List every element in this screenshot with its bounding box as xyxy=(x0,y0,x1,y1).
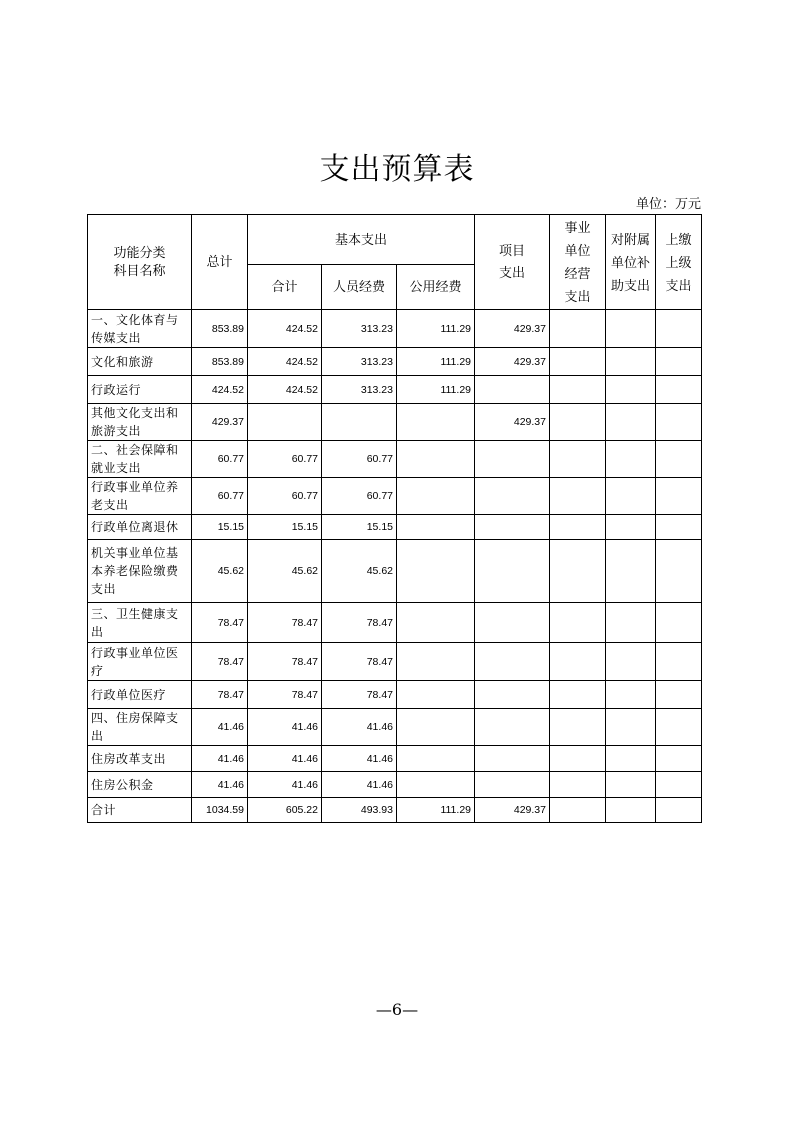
cell-total: 853.89 xyxy=(192,310,248,348)
cell-project xyxy=(475,643,550,681)
cell-remit xyxy=(656,798,702,823)
table-row xyxy=(88,746,702,772)
row-name: 住房改革支出 xyxy=(88,746,192,772)
cell-subsidy xyxy=(606,772,656,798)
row-name: 行政单位医疗 xyxy=(88,681,192,709)
cell-business xyxy=(550,643,606,681)
cell-basic-sum: 15.15 xyxy=(248,515,322,540)
cell-subsidy xyxy=(606,376,656,404)
cell-business xyxy=(550,404,606,441)
cell-personnel: 60.77 xyxy=(322,441,397,478)
cell-subsidy xyxy=(606,404,656,441)
table-row xyxy=(88,643,702,681)
cell-project xyxy=(475,681,550,709)
cell-remit xyxy=(656,404,702,441)
cell-remit xyxy=(656,709,702,746)
row-name: 行政运行 xyxy=(88,376,192,404)
cell-remit xyxy=(656,310,702,348)
cell-personnel: 78.47 xyxy=(322,643,397,681)
header-personnel: 人员经费 xyxy=(322,265,397,310)
cell-total: 60.77 xyxy=(192,441,248,478)
table-row xyxy=(88,681,702,709)
cell-project: 429.37 xyxy=(475,404,550,441)
cell-subsidy xyxy=(606,540,656,603)
cell-subsidy xyxy=(606,798,656,823)
cell-public: 111.29 xyxy=(397,348,475,376)
cell-total: 1034.59 xyxy=(192,798,248,823)
cell-total: 45.62 xyxy=(192,540,248,603)
page-number: —6— xyxy=(375,1000,419,1019)
budget-table xyxy=(87,214,702,823)
cell-public xyxy=(397,540,475,603)
cell-business xyxy=(550,441,606,478)
cell-personnel: 78.47 xyxy=(322,681,397,709)
cell-subsidy xyxy=(606,709,656,746)
cell-public xyxy=(397,603,475,643)
cell-total: 41.46 xyxy=(192,772,248,798)
cell-personnel: 45.62 xyxy=(322,540,397,603)
row-name: 住房公积金 xyxy=(88,772,192,798)
cell-public xyxy=(397,478,475,515)
header-business: 事业 单位 经营 支出 xyxy=(550,215,606,310)
row-name: 行政事业单位医疗 xyxy=(88,643,192,681)
cell-remit xyxy=(656,478,702,515)
cell-personnel: 41.46 xyxy=(322,746,397,772)
header-total: 总计 xyxy=(192,215,248,310)
table-row xyxy=(88,603,702,643)
cell-basic-sum: 605.22 xyxy=(248,798,322,823)
cell-remit xyxy=(656,376,702,404)
cell-public xyxy=(397,515,475,540)
cell-business xyxy=(550,746,606,772)
header-basic-sum: 合计 xyxy=(248,265,322,310)
cell-project xyxy=(475,441,550,478)
page-title: 支出预算表 xyxy=(319,152,475,187)
cell-remit xyxy=(656,540,702,603)
cell-personnel: 493.93 xyxy=(322,798,397,823)
cell-remit xyxy=(656,746,702,772)
cell-business xyxy=(550,603,606,643)
cell-project xyxy=(475,540,550,603)
cell-business xyxy=(550,478,606,515)
cell-project xyxy=(475,478,550,515)
cell-project: 429.37 xyxy=(475,348,550,376)
table-row xyxy=(88,348,702,376)
cell-personnel: 41.46 xyxy=(322,772,397,798)
cell-total: 429.37 xyxy=(192,404,248,441)
cell-basic-sum: 41.46 xyxy=(248,772,322,798)
cell-remit xyxy=(656,441,702,478)
header-subsidy: 对附属 单位补 助支出 xyxy=(606,215,656,310)
table-row xyxy=(88,478,702,515)
row-name: 行政事业单位养老支出 xyxy=(88,478,192,515)
cell-basic-sum: 41.46 xyxy=(248,709,322,746)
cell-personnel: 60.77 xyxy=(322,478,397,515)
row-name: 合计 xyxy=(88,798,192,823)
cell-subsidy xyxy=(606,603,656,643)
table-row xyxy=(88,376,702,404)
row-name: 四、住房保障支出 xyxy=(88,709,192,746)
cell-public xyxy=(397,709,475,746)
header-remit: 上缴 上级 支出 xyxy=(656,215,702,310)
unit-label: 单位：万元 xyxy=(635,197,701,212)
cell-business xyxy=(550,515,606,540)
cell-remit xyxy=(656,603,702,643)
cell-total: 15.15 xyxy=(192,515,248,540)
cell-remit xyxy=(656,772,702,798)
cell-public xyxy=(397,441,475,478)
cell-subsidy xyxy=(606,681,656,709)
cell-subsidy xyxy=(606,310,656,348)
cell-public: 111.29 xyxy=(397,798,475,823)
cell-basic-sum: 424.52 xyxy=(248,348,322,376)
cell-remit xyxy=(656,515,702,540)
cell-basic-sum: 424.52 xyxy=(248,376,322,404)
table-row xyxy=(88,310,702,348)
row-name: 三、卫生健康支出 xyxy=(88,603,192,643)
cell-public xyxy=(397,772,475,798)
table-row xyxy=(88,709,702,746)
cell-personnel: 313.23 xyxy=(322,348,397,376)
cell-total: 78.47 xyxy=(192,643,248,681)
cell-basic-sum: 78.47 xyxy=(248,643,322,681)
cell-basic-sum: 60.77 xyxy=(248,441,322,478)
cell-business xyxy=(550,798,606,823)
cell-total: 41.46 xyxy=(192,746,248,772)
cell-business xyxy=(550,348,606,376)
cell-project xyxy=(475,746,550,772)
cell-total: 60.77 xyxy=(192,478,248,515)
cell-subsidy xyxy=(606,348,656,376)
cell-project: 429.37 xyxy=(475,310,550,348)
cell-basic-sum xyxy=(248,404,322,441)
cell-total: 853.89 xyxy=(192,348,248,376)
cell-subsidy xyxy=(606,441,656,478)
cell-subsidy xyxy=(606,515,656,540)
cell-public: 111.29 xyxy=(397,376,475,404)
cell-public xyxy=(397,746,475,772)
cell-basic-sum: 424.52 xyxy=(248,310,322,348)
cell-basic-sum: 78.47 xyxy=(248,603,322,643)
cell-project xyxy=(475,603,550,643)
table-row xyxy=(88,441,702,478)
cell-business xyxy=(550,681,606,709)
cell-personnel xyxy=(322,404,397,441)
table-row xyxy=(88,772,702,798)
cell-project xyxy=(475,376,550,404)
row-name: 行政单位离退休 xyxy=(88,515,192,540)
cell-personnel: 15.15 xyxy=(322,515,397,540)
cell-business xyxy=(550,310,606,348)
cell-project xyxy=(475,772,550,798)
header-public: 公用经费 xyxy=(397,265,475,310)
cell-public xyxy=(397,404,475,441)
cell-business xyxy=(550,376,606,404)
cell-business xyxy=(550,772,606,798)
cell-personnel: 41.46 xyxy=(322,709,397,746)
cell-total: 41.46 xyxy=(192,709,248,746)
cell-project: 429.37 xyxy=(475,798,550,823)
row-name: 文化和旅游 xyxy=(88,348,192,376)
cell-business xyxy=(550,709,606,746)
row-name: 二、社会保障和就业支出 xyxy=(88,441,192,478)
cell-subsidy xyxy=(606,643,656,681)
cell-subsidy xyxy=(606,478,656,515)
cell-subsidy xyxy=(606,746,656,772)
cell-project xyxy=(475,515,550,540)
cell-personnel: 313.23 xyxy=(322,310,397,348)
cell-remit xyxy=(656,348,702,376)
cell-business xyxy=(550,540,606,603)
cell-project xyxy=(475,709,550,746)
table-row xyxy=(88,515,702,540)
table-row xyxy=(88,798,702,823)
cell-basic-sum: 78.47 xyxy=(248,681,322,709)
cell-basic-sum: 45.62 xyxy=(248,540,322,603)
cell-remit xyxy=(656,643,702,681)
cell-public: 111.29 xyxy=(397,310,475,348)
header-project: 项目 支出 xyxy=(475,215,550,310)
cell-personnel: 78.47 xyxy=(322,603,397,643)
cell-public xyxy=(397,643,475,681)
table-row xyxy=(88,540,702,603)
cell-remit xyxy=(656,681,702,709)
row-name: 一、文化体育与传媒支出 xyxy=(88,310,192,348)
table-row xyxy=(88,404,702,441)
cell-basic-sum: 41.46 xyxy=(248,746,322,772)
cell-basic-sum: 60.77 xyxy=(248,478,322,515)
row-name: 机关事业单位基本养老保险缴费支出 xyxy=(88,540,192,603)
header-category: 功能分类 科目名称 xyxy=(88,215,192,310)
cell-total: 424.52 xyxy=(192,376,248,404)
cell-personnel: 313.23 xyxy=(322,376,397,404)
cell-public xyxy=(397,681,475,709)
header-basic: 基本支出 xyxy=(248,215,475,265)
cell-total: 78.47 xyxy=(192,681,248,709)
cell-total: 78.47 xyxy=(192,603,248,643)
row-name: 其他文化支出和旅游支出 xyxy=(88,404,192,441)
